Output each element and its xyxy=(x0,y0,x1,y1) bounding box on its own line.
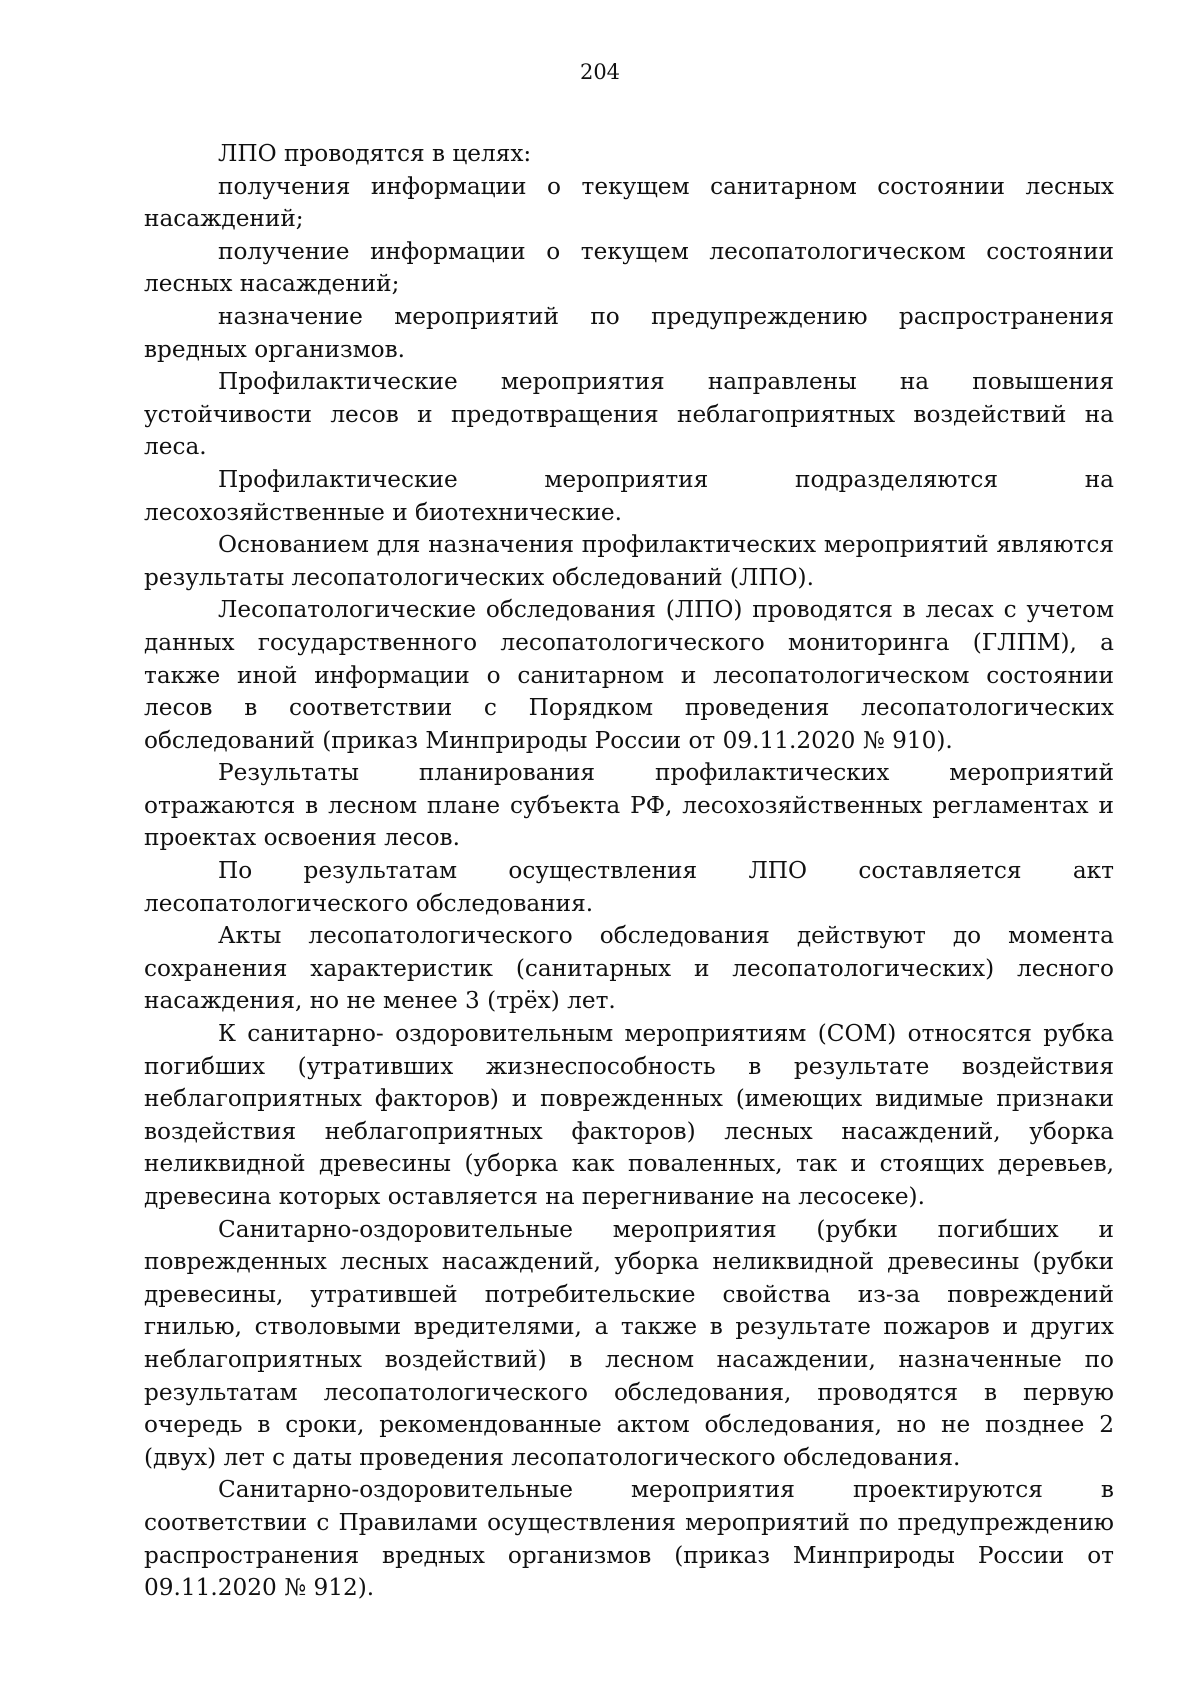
paragraph-act-validity: Акты лесопатологического обследования действуют до момента сохранения характеристик (санитарных и лесопатологических) лесного насаждения, но не менее 3 (трёх) лет. xyxy=(144,922,1114,1015)
paragraph-lpo-conduct: Лесопатологические обследования (ЛПО) проводятся в лесах с учетом данных государственного лесопатологического мониторинга (ГЛПМ), а также иной информации о санитарном и лесопатологическом состоянии лесов в соответствии с Порядком проведения лесопатологических обследований (приказ Минприроды России от 09.11.2020 № 910). xyxy=(144,596,1114,754)
paragraph-lpo-goals-intro: ЛПО проводятся в целях: xyxy=(218,140,532,167)
paragraph-preventive-measures-types: Профилактические мероприятия подразделяются на лесохозяйственные и биотехнические. xyxy=(144,465,1114,526)
paragraph-basis-for-measures: Основанием для назначения профилактических мероприятий являются результаты лесопатологических обследований (ЛПО). xyxy=(144,531,1114,591)
paragraph-preventive-measures-purpose: Профилактические мероприятия направлены на повышения устойчивости лесов и предотвращения неблагоприятных воздействий на леса. xyxy=(144,368,1114,461)
page-number: 204 xyxy=(579,60,621,84)
paragraph-sanitary-measures-definition: К санитарно- оздоровительным мероприятиям (СОМ) относятся рубка погибших (утративших жизнеспособность в результате воздействия неблагоприятных факторов) и поврежденных (имеющих видимые признаки воздействия неблагоприятных факторов) лесных насаждений, уборка неликвидной древесины (уборка как поваленных, так и стоящих деревьев, древесина которых оставляется на перегнивание на лесосеке). xyxy=(144,1020,1114,1210)
paragraph-sanitary-measures-timing: Санитарно-оздоровительные мероприятия (рубки погибших и поврежденных лесных насаждений, уборка неликвидной древесины (рубки древесины, утратившей потребительские свойства из-за повреждений гнилью, стволовыми вредителями, а также в результате пожаров и других неблагоприятных воздействий) в лесном насаждении, назначенные по результатам лесопатологического обследования, проводятся в первую очередь в сроки, рекомендованные актом обследования, но не позднее 2 (двух) лет с даты проведения лесопатологического обследования. xyxy=(144,1215,1114,1471)
page-body xyxy=(144,138,1114,1605)
paragraph-sanitary-measures-rules: Санитарно-оздоровительные мероприятия проектируются в соответствии с Правилами осуществления мероприятий по предупреждению распространения вредных организмов (приказ Минприроды России от 09.11.2020 № 912). xyxy=(144,1476,1114,1602)
paragraph-goal-pest-prevention: назначение мероприятий по предупреждению распространения вредных организмов. xyxy=(144,302,1114,363)
paragraph-planning-results: Результаты планирования профилактических мероприятий отражаются в лесном плане субъекта РФ, лесохозяйственных регламентах и проектах освоения лесов. xyxy=(144,759,1114,852)
paragraph-goal-forest-pathology-info: получение информации о текущем лесопатологическом состоянии лесных насаждений; xyxy=(144,237,1114,298)
paragraph-survey-act: По результатам осуществления ЛПО составляется акт лесопатологического обследования. xyxy=(144,857,1114,917)
paragraph-goal-sanitary-info: получения информации о текущем санитарном состоянии лесных насаждений; xyxy=(144,172,1114,233)
